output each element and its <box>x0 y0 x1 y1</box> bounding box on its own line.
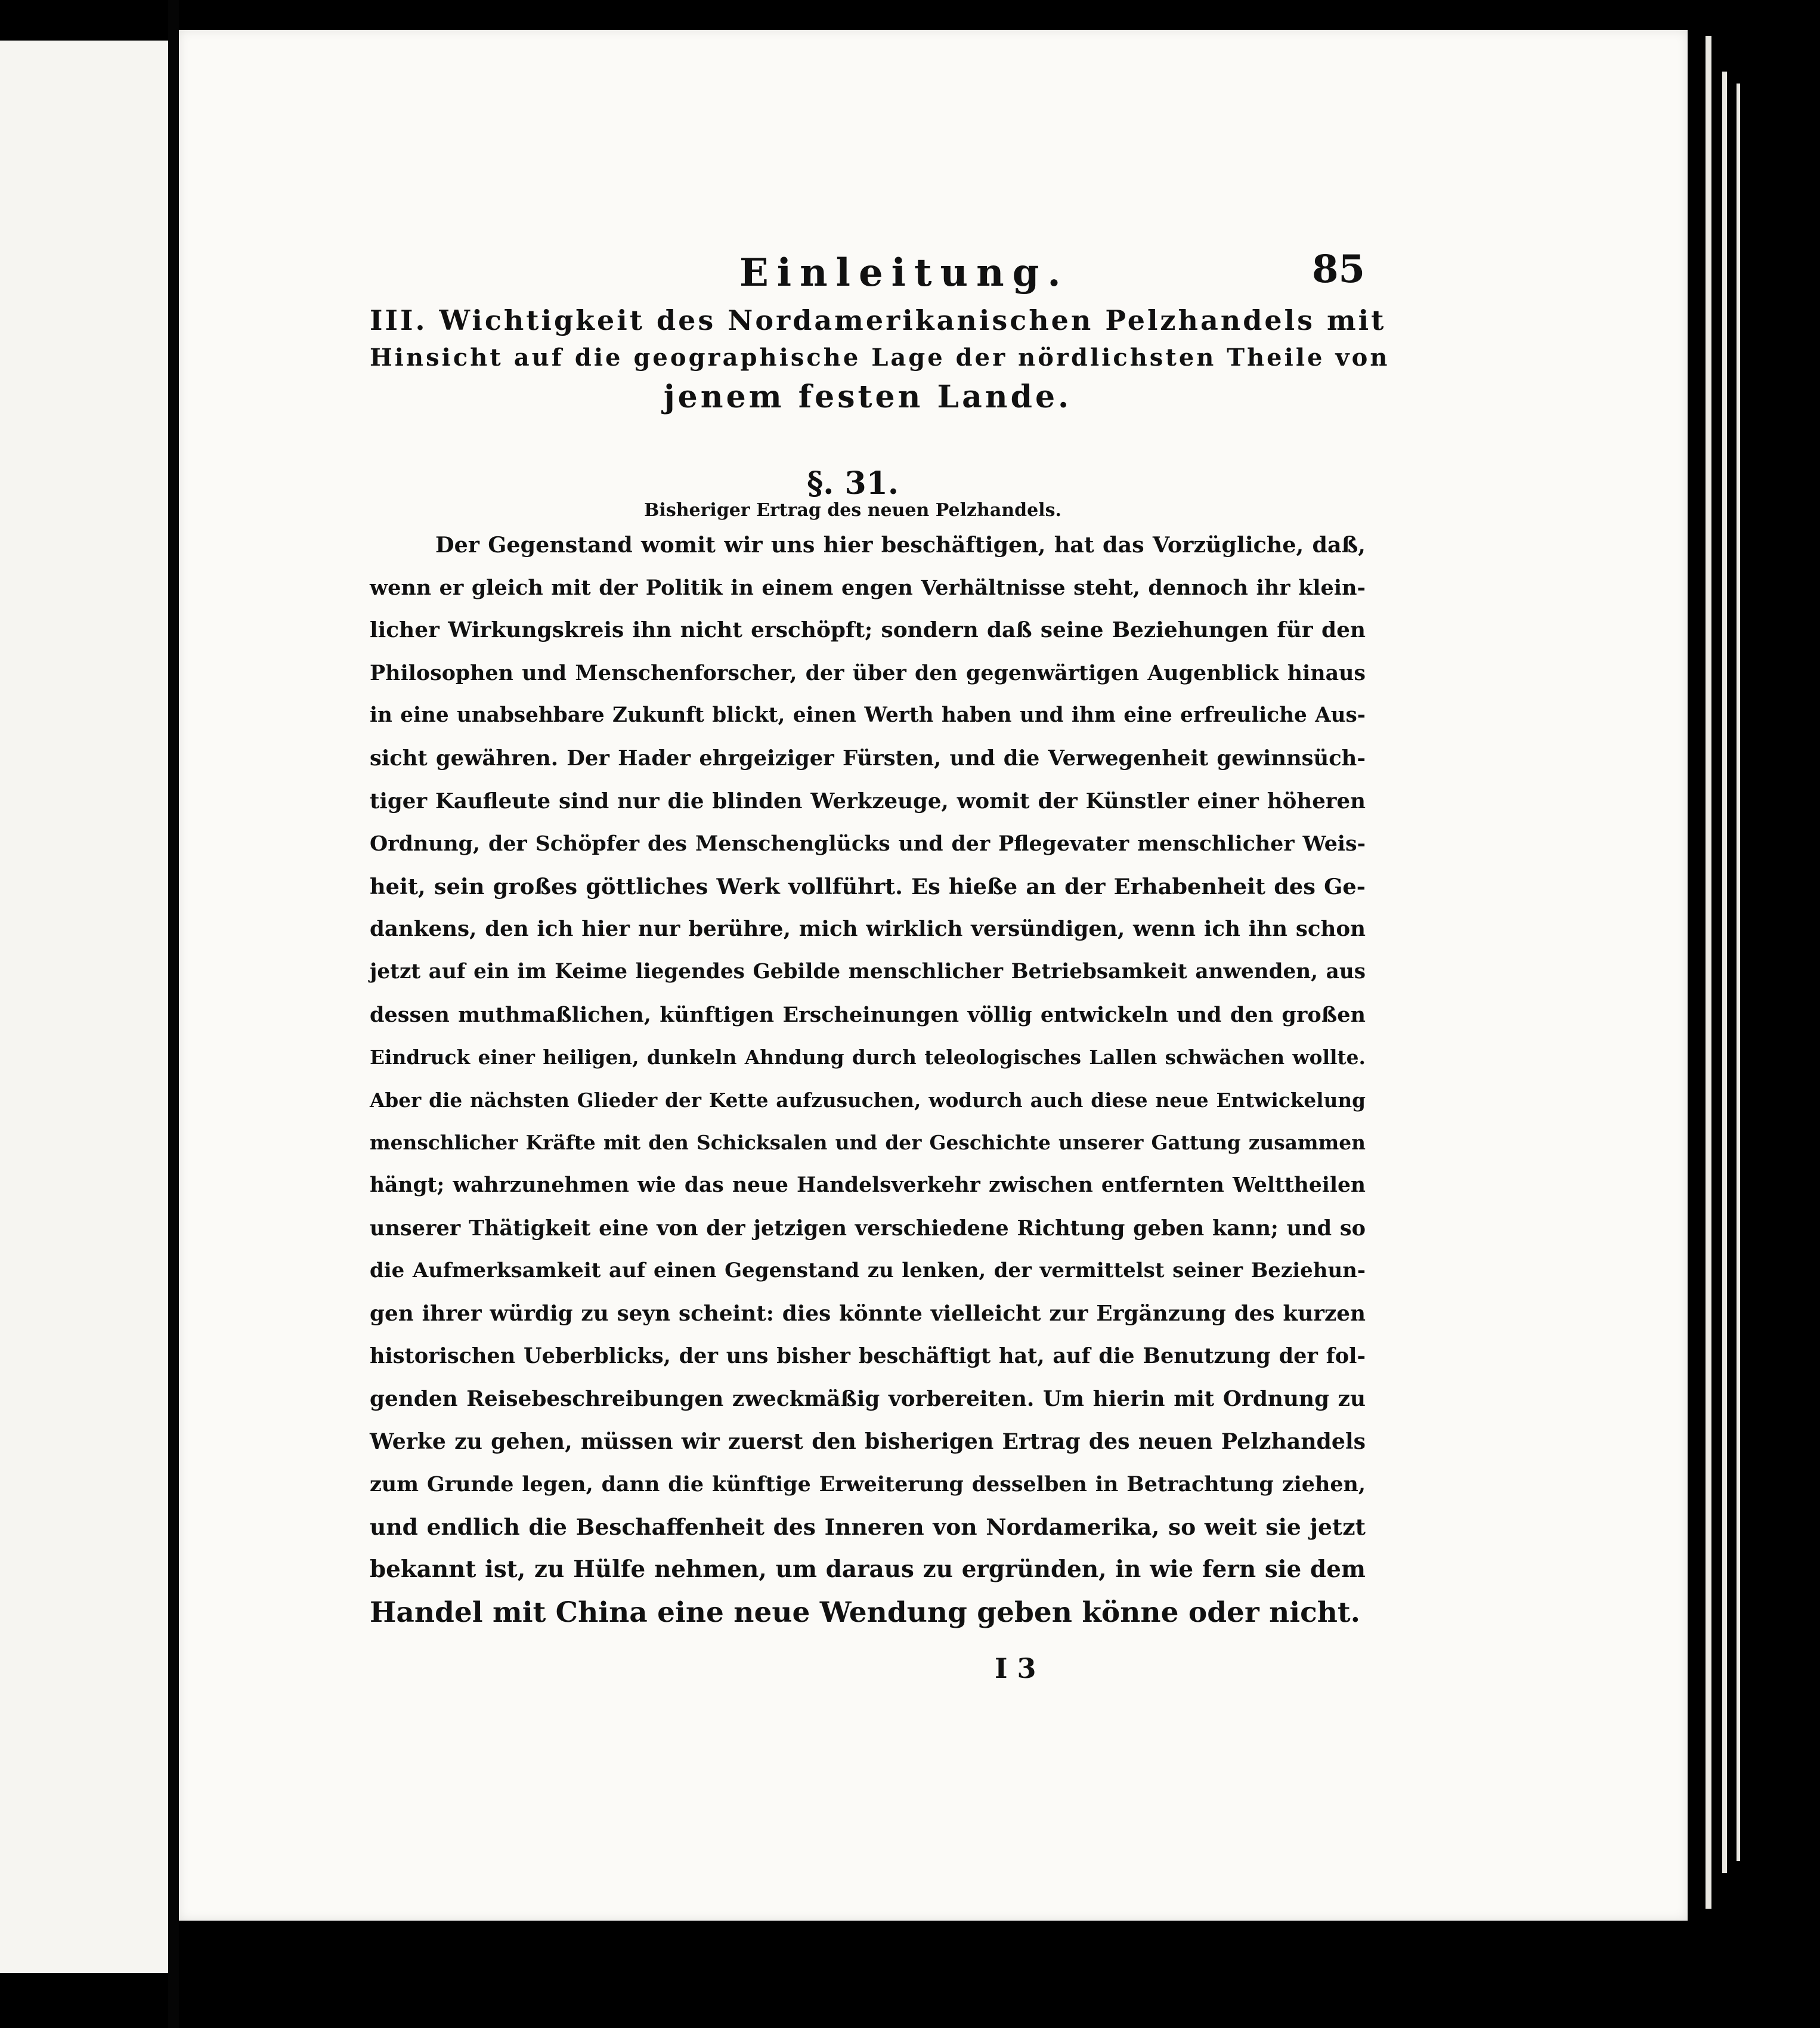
text-line: Werke zu gehen, müssen wir zuerst den bisherigen Ertrag des neuen Pelzhandels <box>370 1429 1366 1455</box>
text-line: wenn er gleich mit der Politik in einem engen Verhältnisse steht, dennoch ihr klein- <box>370 575 1366 600</box>
section-title-line: jenem festen Lande. <box>663 379 1072 415</box>
bleed-through <box>358 412 1252 435</box>
paragraph-subheading: Bisheriger Ertrag des neuen Pelzhandels. <box>644 500 1061 521</box>
text-line: Ordnung, der Schöpfer des Menschenglücks und der Pflegevater menschlicher Weis- <box>370 831 1366 857</box>
text-line: Der Gegenstand womit wir uns hier beschäftigen, hat das Vorzügliche, daß, <box>435 532 1366 558</box>
text-line: licher Wirkungskreis ihn nicht erschöpft; sondern daß seine Beziehungen für den <box>370 617 1366 643</box>
text-line: in eine unabsehbare Zukunft blickt, einen Werth haben und ihm eine erfreuliche Aus- <box>370 703 1366 728</box>
text-line: hängt; wahrzunehmen wie das neue Handelsverkehr zwischen entfernten Welttheilen <box>370 1173 1366 1197</box>
text-line: sicht gewähren. Der Hader ehrgeiziger Fürsten, und die Verwegenheit gewinnsüch- <box>370 746 1366 771</box>
page-number: 85 <box>1312 247 1366 292</box>
signature-mark: I 3 <box>995 1652 1036 1684</box>
book-gutter <box>168 0 179 2028</box>
page-edge <box>1737 84 1740 1861</box>
text-line: zum Grunde legen, dann die künftige Erweiterung desselben in Betrachtung ziehen, <box>370 1472 1366 1497</box>
text-line: genden Reisebeschreibungen zweckmäßig vorbereiten. Um hierin mit Ordnung zu <box>370 1386 1366 1411</box>
text-line: jetzt auf ein im Keime liegendes Gebilde menschlicher Betriebsamkeit anwenden, aus <box>370 959 1366 984</box>
previous-page-sliver <box>0 41 168 1973</box>
page-edge <box>1722 72 1727 1873</box>
body-text <box>370 524 1366 1634</box>
text-line: heit, sein großes göttliches Werk vollführt. Es hieße an der Erhabenheit des Ge- <box>370 873 1366 899</box>
text-line: Handel mit China eine neue Wendung geben könne oder nicht. <box>370 1596 1360 1629</box>
text-line: Eindruck einer heiligen, dunkeln Ahndung durch teleologisches Lallen schwächen wollte. <box>370 1046 1366 1069</box>
text-line: die Aufmerksamkeit auf einen Gegenstand zu lenken, der vermittelst seiner Beziehun- <box>370 1259 1366 1283</box>
text-line: dankens, den ich hier nur berühre, mich wirklich versündigen, wenn ich ihn schon <box>370 917 1366 942</box>
text-line: gen ihrer würdig zu seyn scheint: dies könnte vielleicht zur Ergänzung des kurzen <box>370 1300 1366 1326</box>
text-line: menschlicher Kräfte mit den Schicksalen und der Geschichte unserer Gattung zusammen <box>370 1131 1366 1155</box>
text-line: unserer Thätigkeit eine von der jetzigen verschiedene Richtung geben kann; und so <box>370 1216 1366 1241</box>
text-line: historischen Ueberblicks, der uns bisher beschäftigt hat, auf die Benutzung der fol- <box>370 1344 1366 1369</box>
text-line: Philosophen und Menschenforscher, der über den gegenwärtigen Augenblick hinaus <box>370 660 1366 685</box>
paragraph-number: §. 31. <box>807 465 899 502</box>
text-line: tiger Kaufleute sind nur die blinden Werkzeuge, womit der Künstler einer höheren <box>370 789 1366 814</box>
section-title-line: III. Wichtigkeit des Nordamerikanischen Pelzhandels mit <box>370 304 1386 336</box>
page-edge <box>1706 36 1711 1909</box>
running-head: Einleitung. <box>739 251 1069 295</box>
text-line: dessen muthmaßlichen, künftigen Erscheinungen völlig entwickeln und den großen <box>370 1002 1366 1027</box>
text-line: Aber die nächsten Glieder der Kette aufzusuchen, wodurch auch diese neue Entwickelung <box>370 1088 1366 1112</box>
section-title-line: Hinsicht auf die geographische Lage der nördlichsten Theile von <box>370 344 1390 372</box>
text-line: bekannt ist, zu Hülfe nehmen, um daraus zu ergründen, in wie fern sie dem <box>370 1556 1366 1584</box>
section-title <box>370 304 1390 415</box>
text-line: und endlich die Beschaffenheit des Inneren von Nordamerika, so weit sie jetzt <box>370 1513 1366 1540</box>
